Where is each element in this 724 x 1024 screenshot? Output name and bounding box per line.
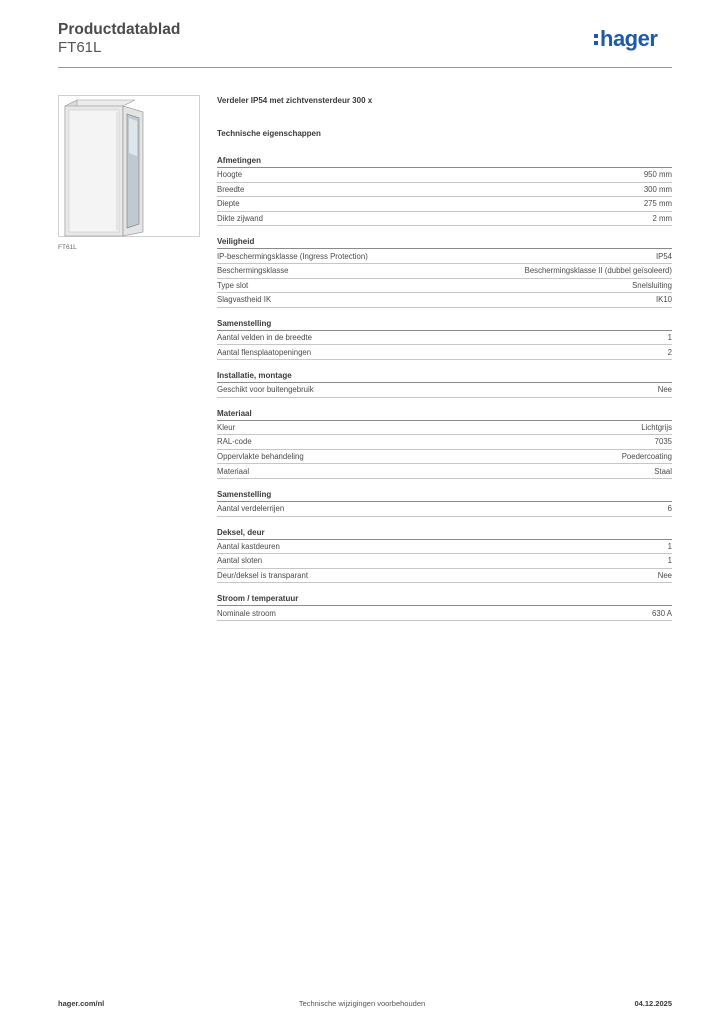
spec-value: Beschermingsklasse II (dubbel geïsoleerd) — [524, 266, 672, 276]
spec-value: 300 mm — [643, 184, 672, 194]
spec-value: 1 — [667, 541, 672, 551]
footer-date: 04.12.2025 — [634, 999, 672, 1008]
logo-text: hager — [600, 26, 658, 51]
spec-row — [217, 249, 672, 264]
spec-label: Nominale stroom — [217, 608, 276, 618]
spec-section — [217, 318, 672, 360]
spec-row — [217, 197, 672, 212]
spec-value: 6 — [667, 504, 672, 514]
spec-value: IP54 — [655, 251, 672, 261]
spec-value: IK10 — [655, 295, 672, 305]
header-divider — [58, 67, 672, 68]
spec-value: 630 A — [652, 608, 672, 618]
section-title: Installatie, montage — [217, 370, 672, 383]
spec-row — [217, 606, 672, 621]
footer-notice: Technische wijzigingen voorbehouden — [298, 999, 426, 1008]
section-title: Veiligheid — [217, 236, 672, 249]
spec-value: Poedercoating — [621, 452, 672, 462]
spec-content — [217, 96, 672, 621]
section-title: Afmetingen — [217, 155, 672, 168]
spec-row — [217, 168, 672, 183]
spec-label: IP-beschermingsklasse (Ingress Protection) — [217, 251, 368, 261]
spec-section — [217, 236, 672, 307]
spec-row — [217, 450, 672, 465]
spec-label: Geschikt voor buitengebruik — [217, 385, 314, 395]
spec-label: Dikte zijwand — [217, 214, 263, 224]
spec-row — [217, 383, 672, 398]
spec-value: 275 mm — [643, 199, 672, 209]
spec-row — [217, 183, 672, 198]
spec-value: Nee — [657, 570, 672, 580]
spec-sections — [217, 155, 672, 621]
spec-section — [217, 155, 672, 226]
spec-value: 1 — [667, 556, 672, 566]
spec-label: Hoogte — [217, 170, 243, 180]
spec-row — [217, 331, 672, 346]
spec-label: Aantal flensplaatopeningen — [217, 347, 312, 357]
spec-label: Breedte — [217, 184, 245, 194]
hager-logo — [594, 28, 657, 50]
spec-row — [217, 435, 672, 450]
spec-label: Beschermingsklasse — [217, 266, 289, 276]
spec-row — [217, 212, 672, 227]
tech-properties-heading: Technische eigenschappen — [217, 129, 321, 138]
product-description: Verdeler IP54 met zichtvensterdeur 300 x — [217, 96, 373, 105]
spec-row — [217, 293, 672, 308]
spec-section — [217, 527, 672, 584]
section-title: Stroom / temperatuur — [217, 593, 672, 606]
spec-label: Deur/deksel is transparant — [217, 570, 309, 580]
spec-row — [217, 569, 672, 584]
spec-label: Type slot — [217, 280, 249, 290]
spec-label: Aantal velden in de breedte — [217, 333, 312, 343]
spec-value: 7035 — [654, 437, 672, 447]
spec-value: 1 — [667, 333, 672, 343]
spec-value: Nee — [657, 385, 672, 395]
spec-row — [217, 554, 672, 569]
spec-label: RAL-code — [217, 437, 252, 447]
product-code: FT61L — [58, 39, 102, 56]
spec-value: 2 mm — [652, 214, 672, 224]
spec-row — [217, 421, 672, 436]
page-title: Productdatablad — [58, 21, 181, 38]
spec-value: 2 — [667, 347, 672, 357]
spec-section — [217, 370, 672, 398]
spec-row — [217, 279, 672, 294]
spec-row — [217, 345, 672, 360]
spec-section — [217, 408, 672, 479]
spec-value: Lichtgrijs — [641, 422, 672, 432]
spec-label: Aantal sloten — [217, 556, 263, 566]
spec-label: Diepte — [217, 199, 240, 209]
spec-label: Aantal kastdeuren — [217, 541, 280, 551]
footer-website: hager.com/nl — [58, 999, 105, 1008]
section-title: Deksel, deur — [217, 527, 672, 540]
spec-row — [217, 264, 672, 279]
spec-label: Slagvastheid IK — [217, 295, 272, 305]
spec-section — [217, 593, 672, 621]
product-image — [58, 95, 200, 237]
spec-row — [217, 502, 672, 517]
spec-value: Staal — [654, 466, 672, 476]
section-title: Samenstelling — [217, 489, 672, 502]
image-caption: FT61L — [58, 244, 77, 251]
spec-label: Oppervlakte behandeling — [217, 452, 304, 462]
spec-value: Snelsluiting — [632, 280, 672, 290]
section-title: Samenstelling — [217, 318, 672, 331]
cabinet-illustration — [59, 96, 201, 238]
spec-row — [217, 464, 672, 479]
spec-label: Kleur — [217, 422, 236, 432]
logo-dots-icon — [594, 31, 599, 47]
spec-value: 950 mm — [643, 170, 672, 180]
spec-row — [217, 540, 672, 555]
spec-label: Materiaal — [217, 466, 250, 476]
spec-section — [217, 489, 672, 517]
section-title: Materiaal — [217, 408, 672, 421]
spec-label: Aantal verdelerrijen — [217, 504, 285, 514]
